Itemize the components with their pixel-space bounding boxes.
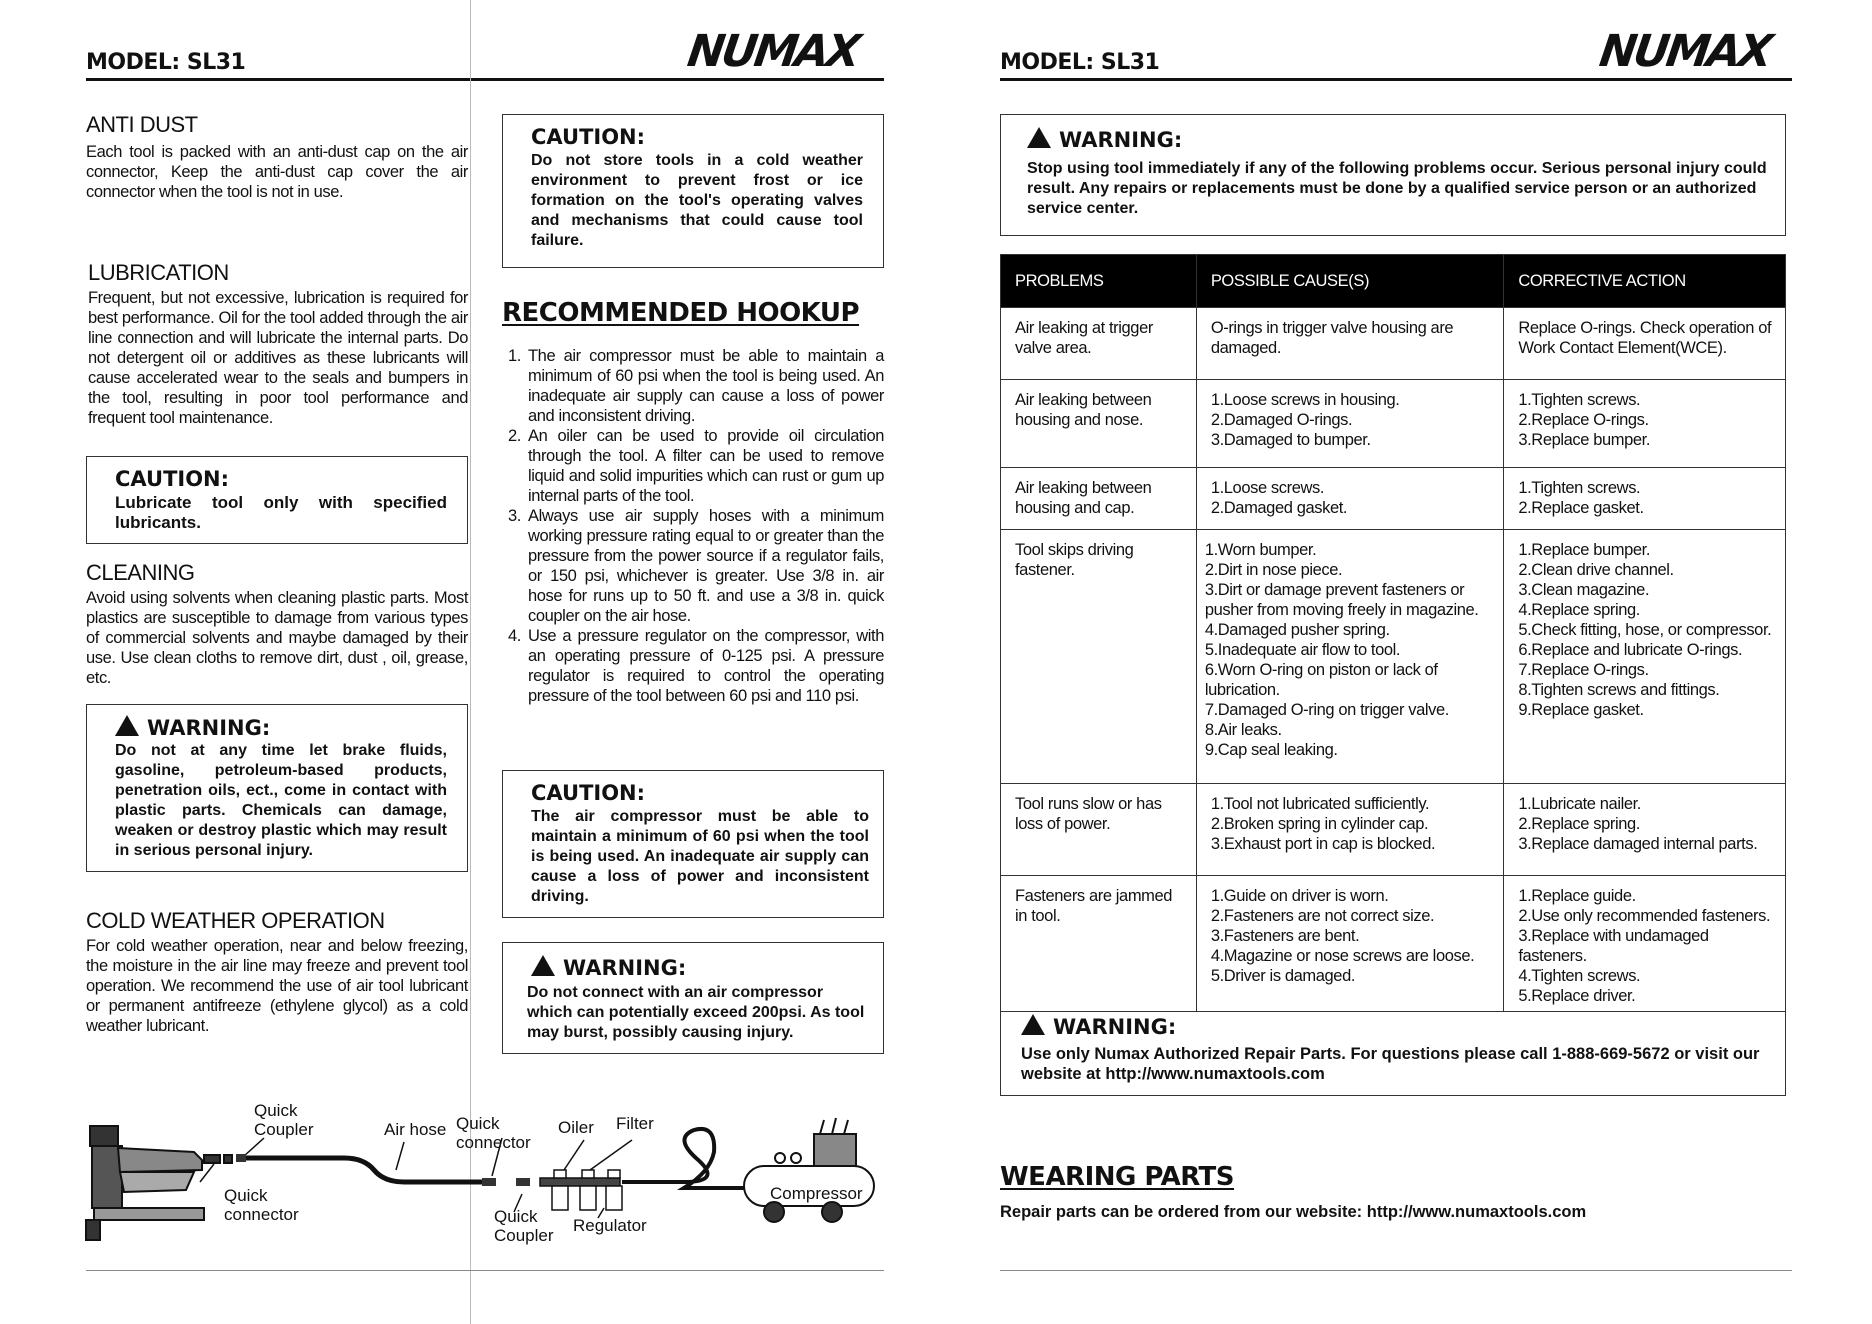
action-cell: 1.Lubricate nailer. 2.Replace spring. 3.Replace damaged internal parts. (1504, 784, 1786, 876)
warning-200psi-box (502, 942, 884, 1054)
problem-cell: Fasteners are jammed in tool. (1001, 876, 1197, 1012)
model-label: MODEL: SL31 (1000, 50, 1160, 75)
label-regulator: Regulator (573, 1216, 647, 1235)
caution-title: CAUTION: (531, 125, 646, 149)
cleaning-title: CLEANING (86, 560, 195, 585)
action-cell: 1.Tighten screws. 2.Replace O-rings. 3.Replace bumper. (1504, 380, 1786, 468)
header-rule (1000, 78, 1792, 81)
label-air-hose: Air hose (384, 1120, 447, 1139)
nailer-icon (86, 1126, 204, 1240)
wearing-parts-title: WEARING PARTS (1000, 1162, 1235, 1192)
column-header: CORRECTIVE ACTION (1504, 255, 1786, 308)
warning-text: Stop using tool immediately if any of the following problems occur. Serious personal injury could result. Any repairs or replacements must be done by a qualified service person or an authorized service center. (1027, 160, 1767, 217)
header-rule (86, 78, 884, 81)
compressor-icon (744, 1118, 874, 1222)
numax-logo: NUMAX (684, 26, 861, 77)
caution-title: CAUTION: (531, 781, 646, 805)
footer-rule (1000, 1270, 1792, 1271)
problem-cell: Tool skips driving fastener. (1001, 530, 1197, 784)
cold-weather-text: For cold weather operation, near and below freezing, the moisture in the air line may freeze and prevent tool operation. We recommend the use of air tool lubricant or permanent antifreeze (ethylene glycol) as a cold weather lubricant. (86, 937, 468, 1035)
problem-cell: Air leaking between housing and cap. (1001, 468, 1197, 530)
caution-text: The air compressor must be able to maintain a minimum of 60 psi when the tool is being used. An inadequate air supply can cause a loss of power and inconsistent driving. (531, 808, 869, 905)
warning-triangle-icon (115, 715, 139, 736)
anti-dust-title: ANTI DUST (86, 112, 198, 137)
warning-parts-box (1000, 1004, 1786, 1096)
column-header: PROBLEMS (1001, 255, 1197, 308)
cold-weather-title: COLD WEATHER OPERATION (86, 908, 385, 933)
label-filter: Filter (616, 1114, 654, 1133)
table-row (1001, 530, 1786, 784)
hookup-list (502, 346, 884, 706)
caution-lubricate-box (86, 456, 468, 544)
lubrication-title: LUBRICATION (88, 260, 229, 285)
troubleshooting-table (1000, 254, 1786, 1012)
label-quick-coupler-1: Quick Coupler (254, 1101, 314, 1139)
label-oiler: Oiler (558, 1118, 594, 1137)
cause-cell: 1.Loose screws. 2.Damaged gasket. (1196, 468, 1504, 530)
footer-rule (86, 1270, 884, 1271)
warning-heading (531, 955, 686, 980)
anti-dust-text: Each tool is packed with an anti-dust cap on the air connector, Keep the anti-dust cap cover the air connector when the tool is not in use. (86, 143, 468, 201)
recommended-hookup-title: RECOMMENDED HOOKUP (502, 298, 860, 328)
numax-logo: NUMAX (1596, 26, 1773, 77)
table-row (1001, 468, 1786, 530)
label-quick-connector-1: Quick connector (224, 1186, 299, 1224)
warning-triangle-icon (531, 955, 555, 976)
action-cell: 1.Replace bumper. 2.Clean drive channel. 3.Clean magazine. 4.Replace spring. 5.Check fitting, hose, or compressor. 6.Replace and lubricate O-rings. 7.Replace O-rings. 8.Tighten screws and fittings. 9.Replace gasket. (1504, 530, 1786, 784)
air-hose-icon (242, 1158, 484, 1182)
warning-text: Do not connect with an air compressor which can potentially exceed 200psi. As tool may burst, possibly causing injury. (527, 984, 865, 1041)
table-row (1001, 784, 1786, 876)
warning-heading (1021, 1014, 1176, 1039)
label-compressor: Compressor (770, 1184, 863, 1203)
warning-triangle-icon (1027, 127, 1051, 148)
lubrication-text: Frequent, but not excessive, lubrication is required for best performance. Oil for the tool added through the air line connection and will lubricate the internal parts. Do not detergent oil or additives as these lubricants will cause accelerated wear to the seals and bumpers in the tool, resulting in poor tool performance and frequent tool maintenance. (88, 289, 468, 427)
problem-cell: Air leaking between housing and nose. (1001, 380, 1197, 468)
cause-cell: 1.Loose screws in housing. 2.Damaged O-rings. 3.Damaged to bumper. (1196, 380, 1504, 468)
cause-cell: 1.Guide on driver is worn. 2.Fasteners are not correct size. 3.Fasteners are bent. 4.Magazine or nose screws are loose. 5.Driver is damaged. (1196, 876, 1504, 1012)
table-row (1001, 308, 1786, 380)
cause-cell: O-rings in trigger valve housing are damaged. (1196, 308, 1504, 380)
warning-triangle-icon (1021, 1014, 1045, 1035)
cause-cell: 1.Worn bumper. 2.Dirt in nose piece. 3.Dirt or damage prevent fasteners or pusher from moving freely in magazine. 4.Damaged pusher spring. 5.Inadequate air flow to tool. 6.Worn O-ring on piston or lack of lubrication. 7.Damaged O-ring on trigger valve. 8.Air leaks. 9.Cap seal leaking. (1196, 530, 1504, 784)
list-item: 2. An oiler can be used to provide oil circulation through the tool. A filter can be used to remove liquid and solid impurities which can rust or gum up internal parts of the tool. (508, 427, 884, 505)
list-item: 3. Always use air supply hoses with a minimum working pressure rating equal to or greater than the pressure from the power source if a regulator fails, or 150 psi, whichever is greater. Use 3/8 in. air hose for runs up to 50 ft. and use a 3/8 in. quick coupler on the air hose. (508, 507, 884, 625)
caution-title: CAUTION: (115, 467, 230, 491)
cleaning-text: Avoid using solvents when cleaning plastic parts. Most plastics are susceptible to damage from various types of commercial solvents and maybe damaged by their use. Use clean cloths to remove dirt, dust , oil, grease, etc. (86, 589, 468, 687)
action-cell: 1.Replace guide. 2.Use only recommended fasteners. 3.Replace with undamaged fasteners. 4.Tighten screws. 5.Replace driver. (1504, 876, 1786, 1012)
problem-cell: Tool runs slow or has loss of power. (1001, 784, 1197, 876)
warning-stop-box (1000, 114, 1786, 236)
label-quick-connector-2: Quick connector (456, 1114, 531, 1152)
cause-cell: 1.Tool not lubricated sufficiently. 2.Broken spring in cylinder cap. 3.Exhaust port in cap is blocked. (1196, 784, 1504, 876)
caution-text: Do not store tools in a cold weather environment to prevent frost or ice formation on the tool's operating valves and mechanisms that could cause tool failure. (531, 152, 863, 249)
caution-cold-box (502, 114, 884, 268)
label-quick-coupler-2: Quick Coupler (494, 1207, 554, 1245)
warning-heading (115, 715, 270, 740)
table-row (1001, 380, 1786, 468)
model-label: MODEL: SL31 (86, 50, 246, 75)
quick-connector-icon (204, 1155, 232, 1163)
warning-text: Do not at any time let brake fluids, gasoline, petroleum-based products, penetration oils, ect., come in contact with plastic parts. Chemicals can damage, weaken or destroy plastic which may result in serious personal injury. (115, 742, 447, 859)
action-cell: 1.Tighten screws. 2.Replace gasket. (1504, 468, 1786, 530)
warning-brake-fluid-box (86, 704, 468, 872)
table-row (1001, 876, 1786, 1012)
warning-title: WARNING: (1053, 1015, 1177, 1039)
table-header-row (1001, 255, 1786, 308)
action-cell: Replace O-rings. Check operation of Work Contact Element(WCE). (1504, 308, 1786, 380)
oiler-filter-regulator-icon (540, 1170, 622, 1210)
list-item: 4. Use a pressure regulator on the compressor, with an operating pressure of 0-125 psi. A pressure regulator is required to control the operating pressure of the tool between 60 psi and 110 psi. (508, 627, 884, 705)
warning-title: WARNING: (563, 956, 687, 980)
list-item: 1. The air compressor must be able to maintain a minimum of 60 psi when the tool is being used. An inadequate air supply can cause a loss of power and inconsistent driving. (508, 347, 884, 425)
warning-text: Use only Numax Authorized Repair Parts. For questions please call 1-888-669-5672 or visit our website at http://www.numaxtools.com (1021, 1045, 1760, 1083)
warning-heading (1027, 127, 1182, 152)
warning-title: WARNING: (147, 716, 271, 740)
column-header: POSSIBLE CAUSE(S) (1196, 255, 1504, 308)
problem-cell: Air leaking at trigger valve area. (1001, 308, 1197, 380)
caution-psi-box (502, 770, 884, 918)
warning-title: WARNING: (1059, 128, 1183, 152)
caution-text: Lubricate tool only with specified lubricants. (115, 493, 447, 532)
wearing-parts-text: Repair parts can be ordered from our website: http://www.numaxtools.com (1000, 1203, 1587, 1221)
